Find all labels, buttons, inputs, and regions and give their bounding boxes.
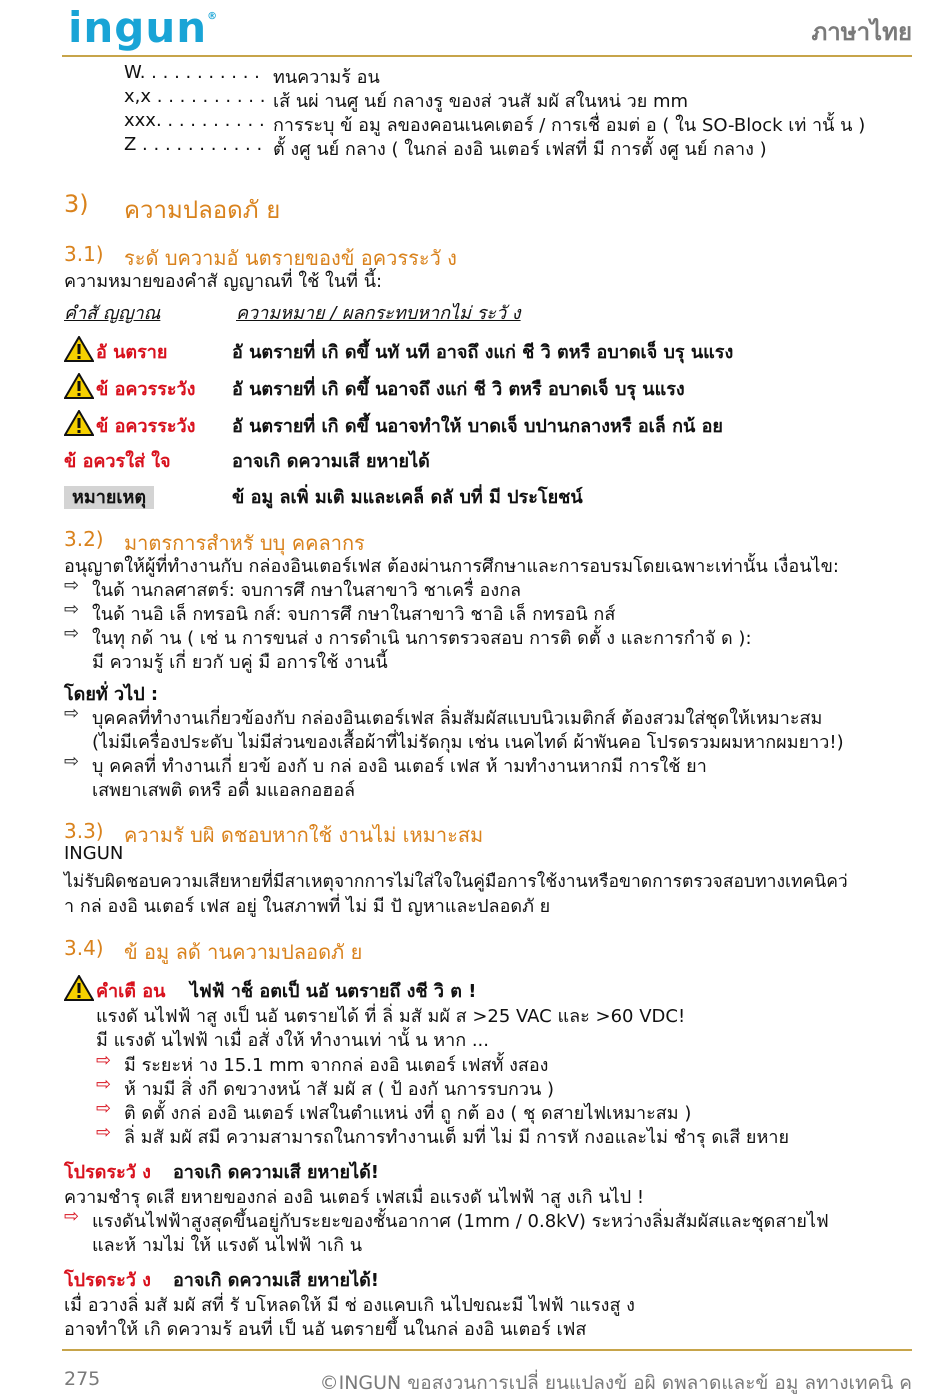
section-33-title: ความรั บผิ ดชอบหากใช้ งานไม่ เหมาะสม xyxy=(124,823,484,847)
warning-triangle-icon xyxy=(64,410,94,436)
legend-value-x: เส้ นผ่ านศู นย์ กลางรู ของส่ วนสั มผั สในหน่ วย mm xyxy=(273,91,689,112)
list-item-continuation: (ไม่มีเครื่องประดับ ไม่มีส่วนของเสื้อผ้าที่ไม่รัดกุม เช่น เนคไทด์ ผ้าพันคอ โปรดรวมผมหากผมยาว!) xyxy=(92,732,844,753)
meaning-caution: อั นตรายที่ เกิ ดขึ้ นอาจทำให้ บาดเจ็ บปานกลางหรื อเล็ กน้ อย xyxy=(232,416,723,437)
caution-title-2: อาจเกิ ดความเสี ยหายได้! xyxy=(173,1270,380,1291)
meaning-warning: อั นตรายที่ เกิ ดขึ้ นอาจถึ งแก่ ชี วิ ตหรื อบาดเจ็ บรุ นแรง xyxy=(232,379,685,400)
section-3-title: ความปลอดภั ย xyxy=(124,196,281,224)
legend-key-z: Z . . . . . . . . . . . xyxy=(124,134,263,155)
arrow-icon: ⇨ xyxy=(96,1074,112,1095)
caution-line-2: อาจทำให้ เกิ ดความร้ อนที่ เป็ นอั นตรายขึ้ นในกล่ องอิ นเตอร์ เฟส xyxy=(64,1319,587,1340)
note-badge: หมายเหตุ xyxy=(64,486,154,509)
list-item: ในด้ านอิ เล็ กทรอนิ กส์: จบการศึ กษาในสาขาวิ ชาอิ เล็ กทรอนิ กส์ xyxy=(92,604,616,625)
arrow-icon: ⇨ xyxy=(64,751,80,772)
list-item: บุคคลที่ทำงานเกี่ยวข้องกับ กล่องอินเตอร์เฟส ลิ่มสัมผัสแบบนิวเมติกส์ ต้องสวมใส่ชุดให้เหมาะสม xyxy=(92,708,823,729)
section-31-intro: ความหมายของคำสั ญญาณที่ ใช้ ในที่ นี้: xyxy=(64,271,383,292)
caution-item-1-continuation: และห้ ามไม่ ให้ แรงดั นไฟฟ้ าเกิ น xyxy=(92,1235,363,1256)
meaning-danger: อั นตรายที่ เกิ ดขึ้ นทั นที อาจถึ งแก่ ชี วิ ตหรื อบาดเจ็ บรุ นแรง xyxy=(232,342,734,363)
footer-copyright: ©INGUN ขอสงวนการเปลี่ ยนแปลงข้ อผิ ดพลาดและข้ อมู ลทางเทคนิ ค xyxy=(319,1372,912,1394)
ingun-logo: ingun® xyxy=(68,3,219,52)
warning-item: ห้ ามมี สิ่ งกี ดขวางหน้ าสั มผั ส ( ป้ องกั นการรบกวน ) xyxy=(124,1079,555,1100)
section-33-line: า กล่ องอิ นเตอร์ เฟส อยู่ ในสภาพที่ ไม่ มี ปั ญหาและปลอดภั ย xyxy=(64,896,551,917)
warning-signal: คำเตื อน xyxy=(64,975,165,1005)
section-31-number: 3.1) xyxy=(64,242,104,266)
meaning-notice: อาจเกิ ดความเสี ยหายได้ xyxy=(232,451,430,472)
legend-key-x: x,x . . . . . . . . . . xyxy=(124,86,266,107)
caution-title-1: อาจเกิ ดความเสี ยหายได้! xyxy=(173,1162,380,1183)
caution-line-1: ความชำรุ ดเสี ยหายของกล่ องอิ นเตอร์ เฟสเมื่ อแรงดั นไฟฟ้ าสู งเกิ นไป ! xyxy=(64,1187,645,1208)
caution-item-1: แรงดันไฟฟ้าสูงสุดขึ้นอยู่กับระยะของชั้นอากาศ (1mm / 0.8kV) ระหว่างลิ่มสัมผัสและชุดสายไฟ xyxy=(92,1211,829,1232)
arrow-icon: ⇨ xyxy=(64,623,80,644)
warning-line: แรงดั นไฟฟ้ าสู งเป็ นอั นตรายได้ ที่ ลิ่ มสั มผั ส >25 VAC และ >60 VDC! xyxy=(96,1006,686,1027)
signal-note xyxy=(64,482,154,511)
general-heading: โดยทั่ วไป : xyxy=(64,684,159,705)
warning-item: ติ ดตั้ งกล่ องอิ นเตอร์ เฟสในตำแหน่ งที่ ถู กต้ อง ( ชุ ดสายไฟเหมาะสม ) xyxy=(124,1103,692,1124)
caution-signal-1: โปรดระวั ง xyxy=(64,1162,151,1183)
table-header-meaning: ความหมาย / ผลกระทบหากไม่ ระวั ง xyxy=(236,303,521,324)
list-item: ในด้ านกลศาสตร์: จบการศึ กษาในสาขาวิ ชาเครื่ องกล xyxy=(92,580,522,601)
page-number: 275 xyxy=(64,1368,101,1390)
footer-divider xyxy=(62,1349,912,1351)
signal-caution: ข้ อควรระวัง xyxy=(64,410,195,440)
section-31-title: ระดั บความอั นตรายของข้ อควรระวั ง xyxy=(124,246,457,270)
caution-signal-2: โปรดระวั ง xyxy=(64,1270,151,1291)
section-32-title: มาตรการสำหรั บบุ คคลากร xyxy=(124,531,365,555)
warning-line: มี แรงดั นไฟฟ้ าเมื่ อสั่ งให้ ทำงานเท่ านั้ น หาก ... xyxy=(96,1030,489,1051)
caution-line-2: เมื่ อวางลิ่ มสั มผั สที่ รั บโหลดให้ มี ช่ องแคบเกิ นไปขณะมี ไฟฟ้ าแรงสู ง xyxy=(64,1295,635,1316)
language-label: ภาษาไทย xyxy=(811,18,912,46)
arrow-icon: ⇨ xyxy=(96,1098,112,1119)
warning-item: ลิ่ มสั มผั สมี ความสามารถในการทำงานเต็ มที่ ไม่ มี การหั กงอและไม่ ชำรุ ดเสี ยหาย xyxy=(124,1127,789,1148)
warning-triangle-icon xyxy=(64,975,94,1001)
arrow-icon: ⇨ xyxy=(64,1206,80,1227)
section-34-title: ข้ อมู ลด้ านความปลอดภั ย xyxy=(124,940,363,964)
warning-triangle-icon xyxy=(64,373,94,399)
signal-warning: ข้ อควรระวัง xyxy=(64,373,195,403)
signal-danger: อั นตราย xyxy=(64,336,167,366)
arrow-icon: ⇨ xyxy=(64,575,80,596)
section-3-number: 3) xyxy=(64,190,89,218)
header-divider xyxy=(62,55,912,57)
warning-title: ไฟฟ้ าช็ อตเป็ นอั นตรายถึ งชี วิ ต ! xyxy=(190,981,477,1002)
arrow-icon: ⇨ xyxy=(64,703,80,724)
table-header-signal-word: คำสั ญญาณ xyxy=(64,303,161,324)
meaning-note: ข้ อมู ลเพิ่ มเติ มและเคล็ ดลั บที่ มี ประโยชน์ xyxy=(232,487,583,508)
signal-notice: ข้ อควรใส่ ใจ xyxy=(64,451,171,472)
legend-key-xxx: xxx. . . . . . . . . . xyxy=(124,110,265,131)
section-32-number: 3.2) xyxy=(64,527,104,551)
arrow-icon: ⇨ xyxy=(96,1122,112,1143)
section-33-line: INGUN xyxy=(64,843,124,864)
section-33-number: 3.3) xyxy=(64,819,104,843)
legend-value-w: ทนความร้ อน xyxy=(273,67,380,88)
list-item: บุ คคลที่ ทำงานเกี่ ยวข้ องกั บ กล่ องอิ นเตอร์ เฟส ห้ ามทำงานหากมี การใช้ ยา xyxy=(92,756,707,777)
section-33-line: ไม่รับผิดชอบความเสียหายที่มีสาเหตุจากการไม่ใส่ใจในคู่มือการใช้งานหรือขาดการตรวจสอบทางเทคนิคว่ xyxy=(64,872,848,892)
arrow-icon: ⇨ xyxy=(64,599,80,620)
list-item-continuation: เสพยาเสพติ ดหรื อดื่ มแอลกอฮอล์ xyxy=(92,780,356,801)
warning-item: มี ระยะห่ าง 15.1 mm จากกล่ องอิ นเตอร์ เฟสทั้ งสอง xyxy=(124,1055,549,1076)
section-34-number: 3.4) xyxy=(64,936,104,960)
legend-value-xxx: การระบุ ข้ อมู ลของคอนเนคเตอร์ / การเชื่ อมต่ อ ( ใน SO-Block เท่ านั้ น ) xyxy=(273,115,866,136)
warning-triangle-icon xyxy=(64,336,94,362)
list-item: ในทุ กด้ าน ( เช่ น การขนส่ ง การดำเนิ นการตรวจสอบ การติ ดตั้ ง และการกำจั ด ): xyxy=(92,628,752,649)
legend-key-w: W. . . . . . . . . . . xyxy=(124,62,260,83)
legend-value-z: ตั้ งศู นย์ กลาง ( ในกล่ องอิ นเตอร์ เฟสที่ มี การตั้ งศู นย์ กลาง ) xyxy=(273,139,767,160)
list-item-continuation: มี ความรู้ เกี่ ยวกั บคู่ มื อการใช้ งานนี้ xyxy=(92,652,388,673)
section-32-intro: อนุญาตให้ผู้ที่ทำงานกับ กล่องอินเตอร์เฟส ต้องผ่านการศึกษาและการอบรมโดยเฉพาะเท่านั้น เงื่อนไข: xyxy=(64,556,839,577)
arrow-icon: ⇨ xyxy=(96,1050,112,1071)
